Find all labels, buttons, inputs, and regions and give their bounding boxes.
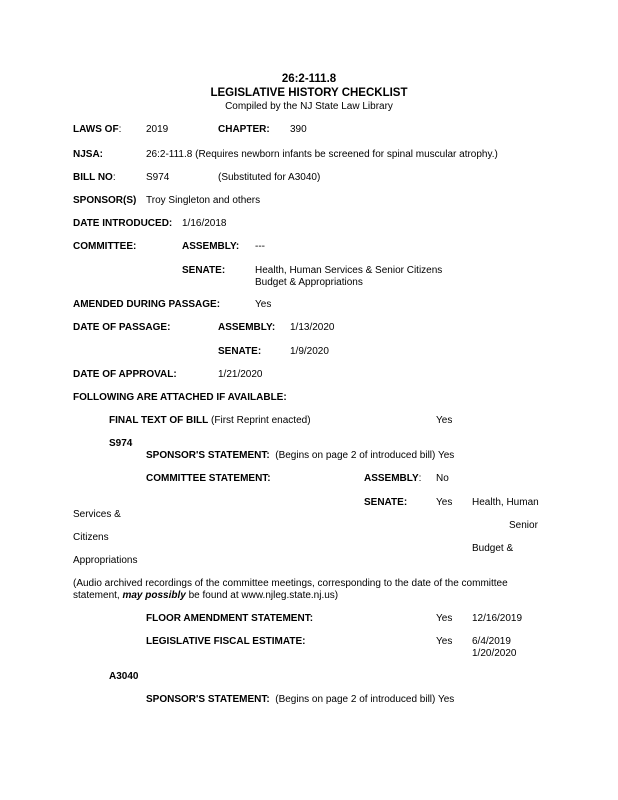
audio-note-line1: (Audio archived recordings of the committee meetings, corresponding to the date of the committee (73, 578, 508, 589)
a3040-sponsor-statement: SPONSOR'S STATEMENT: (Begins on page 2 of introduced bill) Yes (146, 694, 455, 705)
sponsors-label: SPONSOR(S) (73, 195, 137, 206)
s974-heading: S974 (109, 438, 133, 449)
committee-senate-line2: Budget & Appropriations (255, 277, 363, 288)
s974-sponsor-statement: SPONSOR'S STATEMENT: (Begins on page 2 of introduced bill) Yes (146, 450, 455, 461)
amended-value: Yes (255, 299, 272, 310)
final-text-value: Yes (436, 415, 453, 426)
approval-value: 1/21/2020 (218, 369, 263, 380)
committee-senate-line1: Health, Human Services & Senior Citizens (255, 265, 443, 276)
s974-assembly-label: ASSEMBLY: (364, 473, 422, 484)
s974-committee-appropriations: Appropriations (73, 555, 138, 566)
audio-note-line2: statement, may possibly be found at www.njleg.state.nj.us) (73, 590, 339, 601)
bill-no-note: (Substituted for A3040) (218, 172, 321, 183)
floor-amendment-date: 12/16/2019 (472, 613, 523, 624)
date-introduced-label: DATE INTRODUCED: (73, 218, 173, 229)
s974-committee-health: Health, Human (472, 497, 539, 508)
date-introduced-value: 1/16/2018 (182, 218, 227, 229)
compiled-by: Compiled by the NJ State Law Library (225, 101, 393, 112)
s974-committee-citizens: Citizens (73, 532, 109, 543)
fiscal-estimate-date2: 1/20/2020 (472, 648, 517, 659)
following-heading: FOLLOWING ARE ATTACHED IF AVAILABLE: (73, 392, 287, 403)
njsa-value: 26:2-111.8 (Requires newborn infants be screened for spinal muscular atrophy.) (146, 149, 498, 160)
passage-senate-label: SENATE: (218, 346, 262, 357)
fiscal-estimate-value: Yes (436, 636, 453, 647)
amended-label: AMENDED DURING PASSAGE: (73, 299, 221, 310)
s974-senate-value: Yes (436, 497, 453, 508)
s974-committee-budget: Budget & (472, 543, 514, 554)
final-text-label: FINAL TEXT OF BILL (First Reprint enacted) (109, 415, 311, 426)
s974-committee-label: COMMITTEE STATEMENT: (146, 473, 271, 484)
passage-senate-value: 1/9/2020 (290, 346, 329, 357)
bill-no-value: S974 (146, 172, 170, 183)
chapter-label: CHAPTER: (218, 124, 270, 135)
committee-assembly-value: --- (255, 241, 265, 252)
laws-of-year: 2019 (146, 124, 169, 135)
citation-heading: 26:2-111.8 (281, 73, 337, 85)
s974-committee-services: Services & (73, 509, 121, 520)
bill-no-label: BILL NO: (73, 172, 116, 183)
s974-senate-label: SENATE: (364, 497, 408, 508)
fiscal-estimate-date1: 6/4/2019 (472, 636, 511, 647)
laws-of-label: LAWS OF: (73, 124, 122, 135)
passage-assembly-value: 1/13/2020 (290, 322, 335, 333)
a3040-heading: A3040 (109, 671, 139, 682)
s974-committee-senior: Senior (509, 520, 538, 531)
committee-senate-label: SENATE: (182, 265, 226, 276)
floor-amendment-label: FLOOR AMENDMENT STATEMENT: (146, 613, 314, 624)
sponsors-value: Troy Singleton and others (146, 195, 261, 206)
passage-label: DATE OF PASSAGE: (73, 322, 171, 333)
approval-label: DATE OF APPROVAL: (73, 369, 177, 380)
document-title: LEGISLATIVE HISTORY CHECKLIST (210, 87, 408, 99)
fiscal-estimate-label: LEGISLATIVE FISCAL ESTIMATE: (146, 636, 306, 647)
floor-amendment-value: Yes (436, 613, 453, 624)
chapter-value: 390 (290, 124, 307, 135)
committee-label: COMMITTEE: (73, 241, 137, 252)
committee-assembly-label: ASSEMBLY: (182, 241, 240, 252)
s974-assembly-value: No (436, 473, 449, 484)
passage-assembly-label: ASSEMBLY: (218, 322, 276, 333)
njsa-label: NJSA: (73, 149, 104, 160)
